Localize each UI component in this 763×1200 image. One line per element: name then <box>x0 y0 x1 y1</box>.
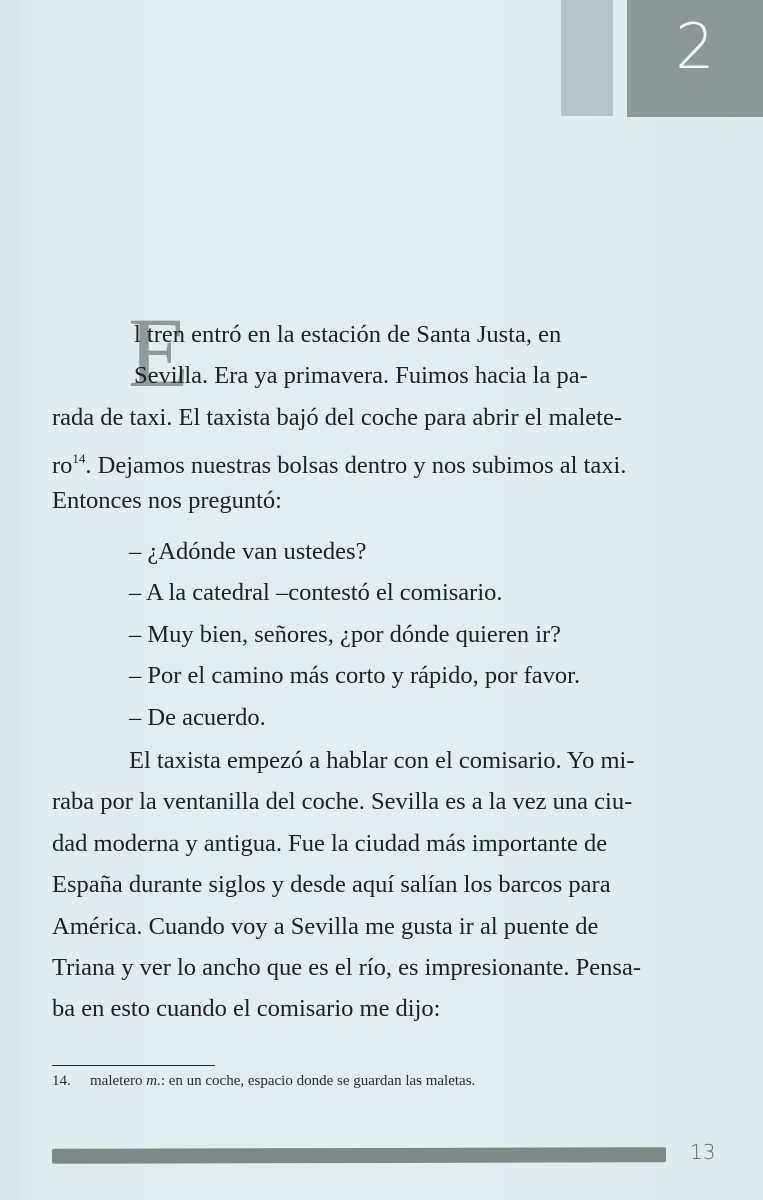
dialogue-text: – A la catedral –contestó el comisario. <box>129 579 503 607</box>
footnote-number: 14. <box>52 1073 71 1089</box>
footnote <box>52 1073 475 1090</box>
line-rest: . Dejamos nuestras bolsas dentro y nos subimos al taxi. <box>85 452 627 480</box>
dialogue-line <box>52 655 668 696</box>
text-line <box>52 397 668 438</box>
chapter-tab-light <box>561 0 613 116</box>
text-line <box>52 740 668 781</box>
dialogue-text: – ¿Adónde van ustedes? <box>129 538 367 565</box>
line-text: ba en esto cuando el comisario me dijo: <box>52 995 441 1023</box>
dialogue-text: – De acuerdo. <box>129 703 266 731</box>
line-text: rada de taxi. El taxista bajó del coche para abrir el malete- <box>52 403 623 431</box>
text-line <box>52 906 668 947</box>
text-line <box>52 864 668 905</box>
dialogue-line <box>52 697 668 738</box>
footnote-reference[interactable]: 14 <box>72 451 86 467</box>
dialogue-line <box>52 531 668 572</box>
paragraph-1 <box>52 297 668 521</box>
line-text: América. Cuando voy a Sevilla me gusta ir al puente de <box>52 912 599 940</box>
text-line <box>52 988 668 1029</box>
text-line <box>52 355 668 396</box>
line-text: l tren entró en la estación de Santa Justa, en <box>134 321 562 348</box>
line-text: España durante siglos y desde aquí salían los barcos para <box>52 871 611 899</box>
text-line <box>52 823 668 864</box>
footnote-grammar: m. <box>146 1073 161 1089</box>
line-text: El taxista empezó a hablar con el comisario. Yo mi- <box>129 747 635 774</box>
text-line <box>52 781 668 822</box>
footer-bar <box>52 1147 666 1164</box>
line-text <box>52 438 626 479</box>
line-text: Triana y ver lo ancho que es el río, es impresionante. Pensa- <box>52 953 641 981</box>
text-line <box>52 480 668 521</box>
paragraph-2 <box>52 740 668 1030</box>
line-text: raba por la ventanilla del coche. Sevilla es a la vez una ciu- <box>52 788 633 816</box>
dialogue-line <box>52 572 668 613</box>
drop-cap: E <box>128 297 190 408</box>
word-maletero-end: ro <box>52 452 73 480</box>
text-line <box>52 314 668 355</box>
text-line <box>52 438 668 479</box>
footnote-definition: : en un coche, espacio donde se guardan las maletas. <box>160 1073 476 1089</box>
line-text: Entonces nos preguntó: <box>52 486 282 514</box>
line-text: dad moderna y antigua. Fue la ciudad más importante de <box>52 829 608 857</box>
page-number: 13 <box>690 1140 716 1164</box>
footnote-divider <box>52 1065 215 1066</box>
dialogue-line <box>52 614 668 655</box>
text-line <box>52 947 668 988</box>
dialogue-block <box>52 531 668 738</box>
footnote-term: maletero <box>90 1073 143 1089</box>
dialogue-text: – Por el camino más corto y rápido, por favor. <box>129 662 581 690</box>
dialogue-text: – Muy bien, señores, ¿por dónde quieren ir? <box>129 620 562 648</box>
chapter-number: 2 <box>675 10 715 83</box>
line-text: Sevilla. Era ya primavera. Fuimos hacia la pa- <box>134 362 588 390</box>
